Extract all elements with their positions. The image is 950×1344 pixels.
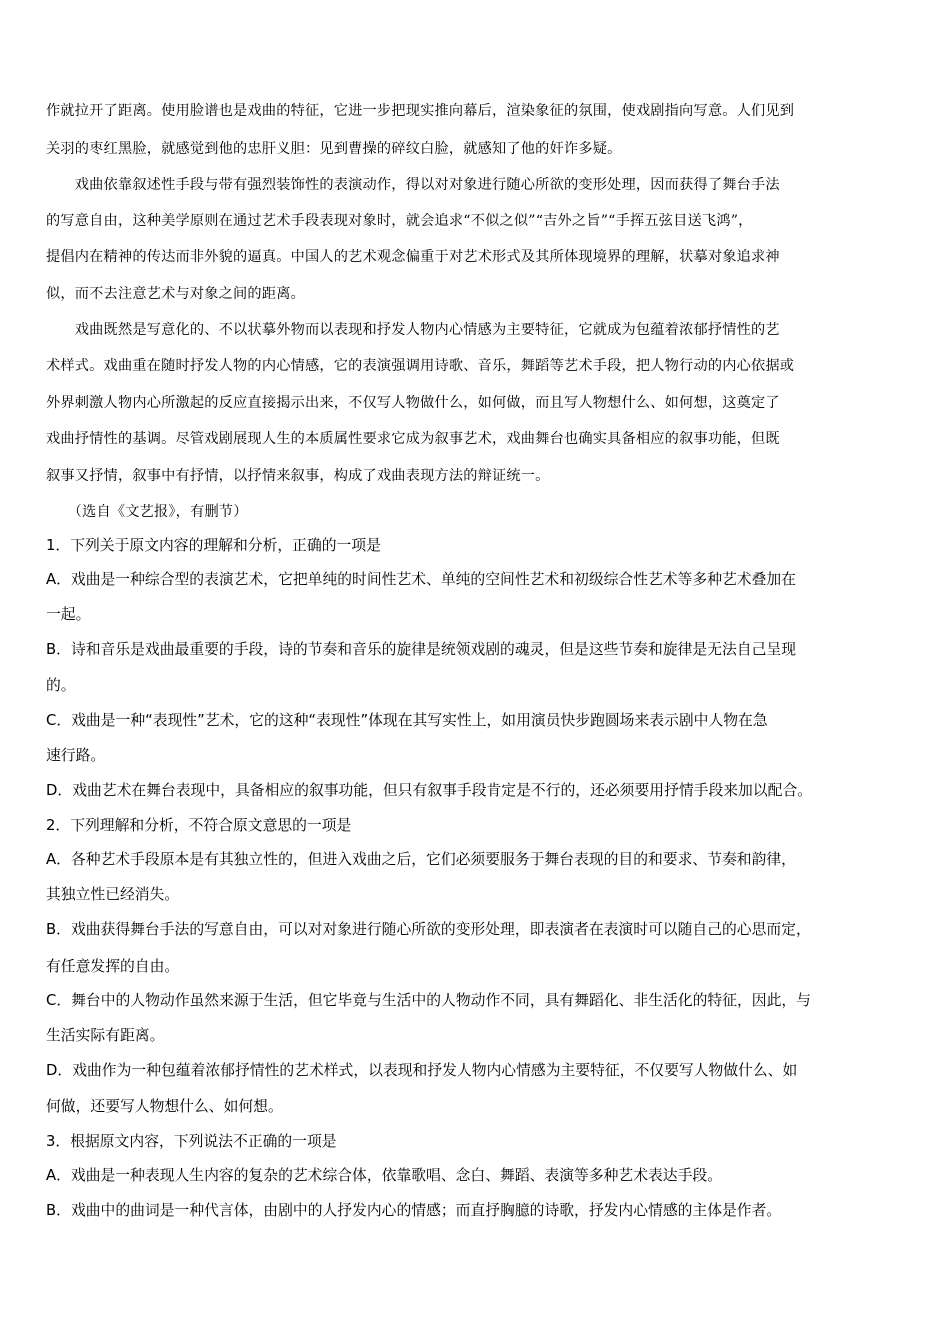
option-line: C．舞台中的人物动作虽然来源于生活，但它毕竟与生活中的人物动作不同，具有舞蹈化、非生活化的特征，因此，与 <box>46 992 811 1009</box>
option-line: A．戏曲是一种综合型的表演艺术，它把单纯的时间性艺术、单纯的空间性艺术和初级综合性艺术等多种艺术叠加在 <box>46 571 796 588</box>
question-stem: 2．下列理解和分析，不符合原文意思的一项是 <box>46 817 352 834</box>
option-line: 有任意发挥的自由。 <box>46 958 180 975</box>
option-line: B．戏曲中的曲词是一种代言体，由剧中的人抒发内心的情感；而直抒胸臆的诗歌，抒发内心情感的主体是作者。 <box>46 1202 782 1219</box>
option-line: C．戏曲是一种“表现性”艺术，它的这种“表现性”体现在其写实性上，如用演员快步跑圆场来表示剧中人物在急 <box>46 712 768 729</box>
passage-line: 术样式。戏曲重在随时抒发人物的内心情感，它的表演强调用诗歌、音乐，舞蹈等艺术手段，把人物行动的内心依据或 <box>46 358 795 374</box>
passage-line: 关羽的枣红黑脸，就感觉到他的忠肝义胆：见到曹操的碎纹白脸，就感知了他的奸诈多疑。 <box>46 141 622 157</box>
passage-line: 戏曲既然是写意化的、不以状摹外物而以表现和抒发人物内心情感为主要特征，它就成为包蕴着浓郁抒情性的艺 <box>46 322 780 338</box>
passage-line: 戏曲抒情性的基调。尽管戏剧展现人生的本质属性要求它成为叙事艺术，戏曲舞台也确实具备相应的叙事功能，但既 <box>46 431 780 447</box>
option-line: 一起。 <box>46 606 91 623</box>
option-line: B．诗和音乐是戏曲最重要的手段，诗的节奏和音乐的旋律是统领戏剧的魂灵，但是这些节奏和旋律是无法自己呈现 <box>46 641 796 658</box>
passage-line: 戏曲依靠叙述性手段与带有强烈装饰性的表演动作，得以对对象进行随心所欲的变形处理，因而获得了舞台手法 <box>46 177 780 193</box>
option-line: 生活实际有距离。 <box>46 1027 165 1044</box>
option-line: 何做，还要写人物想什么、如何想。 <box>46 1098 283 1115</box>
passage-line: 外界刺激人物内心所激起的反应直接揭示出来，不仅写人物做什么，如何做，而且写人物想什么、如何想，这奠定了 <box>46 395 780 411</box>
passage-line: 作就拉开了距离。使用脸谱也是戏曲的特征，它进一步把现实推向幕后，渲染象征的氛围，使戏剧指向写意。人们见到 <box>46 103 795 119</box>
option-line: 其独立性已经消失。 <box>46 886 180 903</box>
option-line: D．戏曲艺术在舞台表现中，具备相应的叙事功能，但只有叙事手段肯定是不行的，还必须要用抒情手段来加以配合。 <box>46 782 813 799</box>
question-stem: 1．下列关于原文内容的理解和分析，正确的一项是 <box>46 537 381 554</box>
option-line: A．戏曲是一种表现人生内容的复杂的艺术综合体，依靠歌唱、念白、舞蹈、表演等多种艺术表达手段。 <box>46 1167 722 1184</box>
question-stem: 3．根据原文内容，下列说法不正确的一项是 <box>46 1133 337 1150</box>
option-line: D．戏曲作为一种包蕴着浓郁抒情性的艺术样式，以表现和抒发人物内心情感为主要特征，不仅要写人物做什么、如 <box>46 1062 798 1079</box>
passage-line: 叙事又抒情，叙事中有抒情，以抒情来叙事，构成了戏曲表现方法的辩证统一。 <box>46 468 550 484</box>
passage-line: 的写意自由，这种美学原则在通过艺术手段表现对象时，就会追求“不似之似”“吉外之旨”“手挥五弦目送飞鸿”， <box>46 213 753 229</box>
option-line: A．各种艺术手段原本是有其独立性的，但进入戏曲之后，它们必须要服务于舞台表现的目的和要求、节奏和韵律， <box>46 851 796 868</box>
option-line: 速行路。 <box>46 747 106 764</box>
option-line: B．戏曲获得舞台手法的写意自由，可以对对象进行随心所欲的变形处理，即表演者在表演时可以随自己的心思而定， <box>46 921 811 938</box>
passage-line: 似，而不去注意艺术与对象之间的距离。 <box>46 286 305 302</box>
option-line: 的。 <box>46 677 76 694</box>
passage-line: 提倡内在精神的传达而非外貌的逼真。中国人的艺术观念偏重于对艺术形式及其所体现境界的理解，状摹对象追求神 <box>46 249 780 265</box>
source-citation: （选自《文艺报》，有删节） <box>46 504 248 520</box>
